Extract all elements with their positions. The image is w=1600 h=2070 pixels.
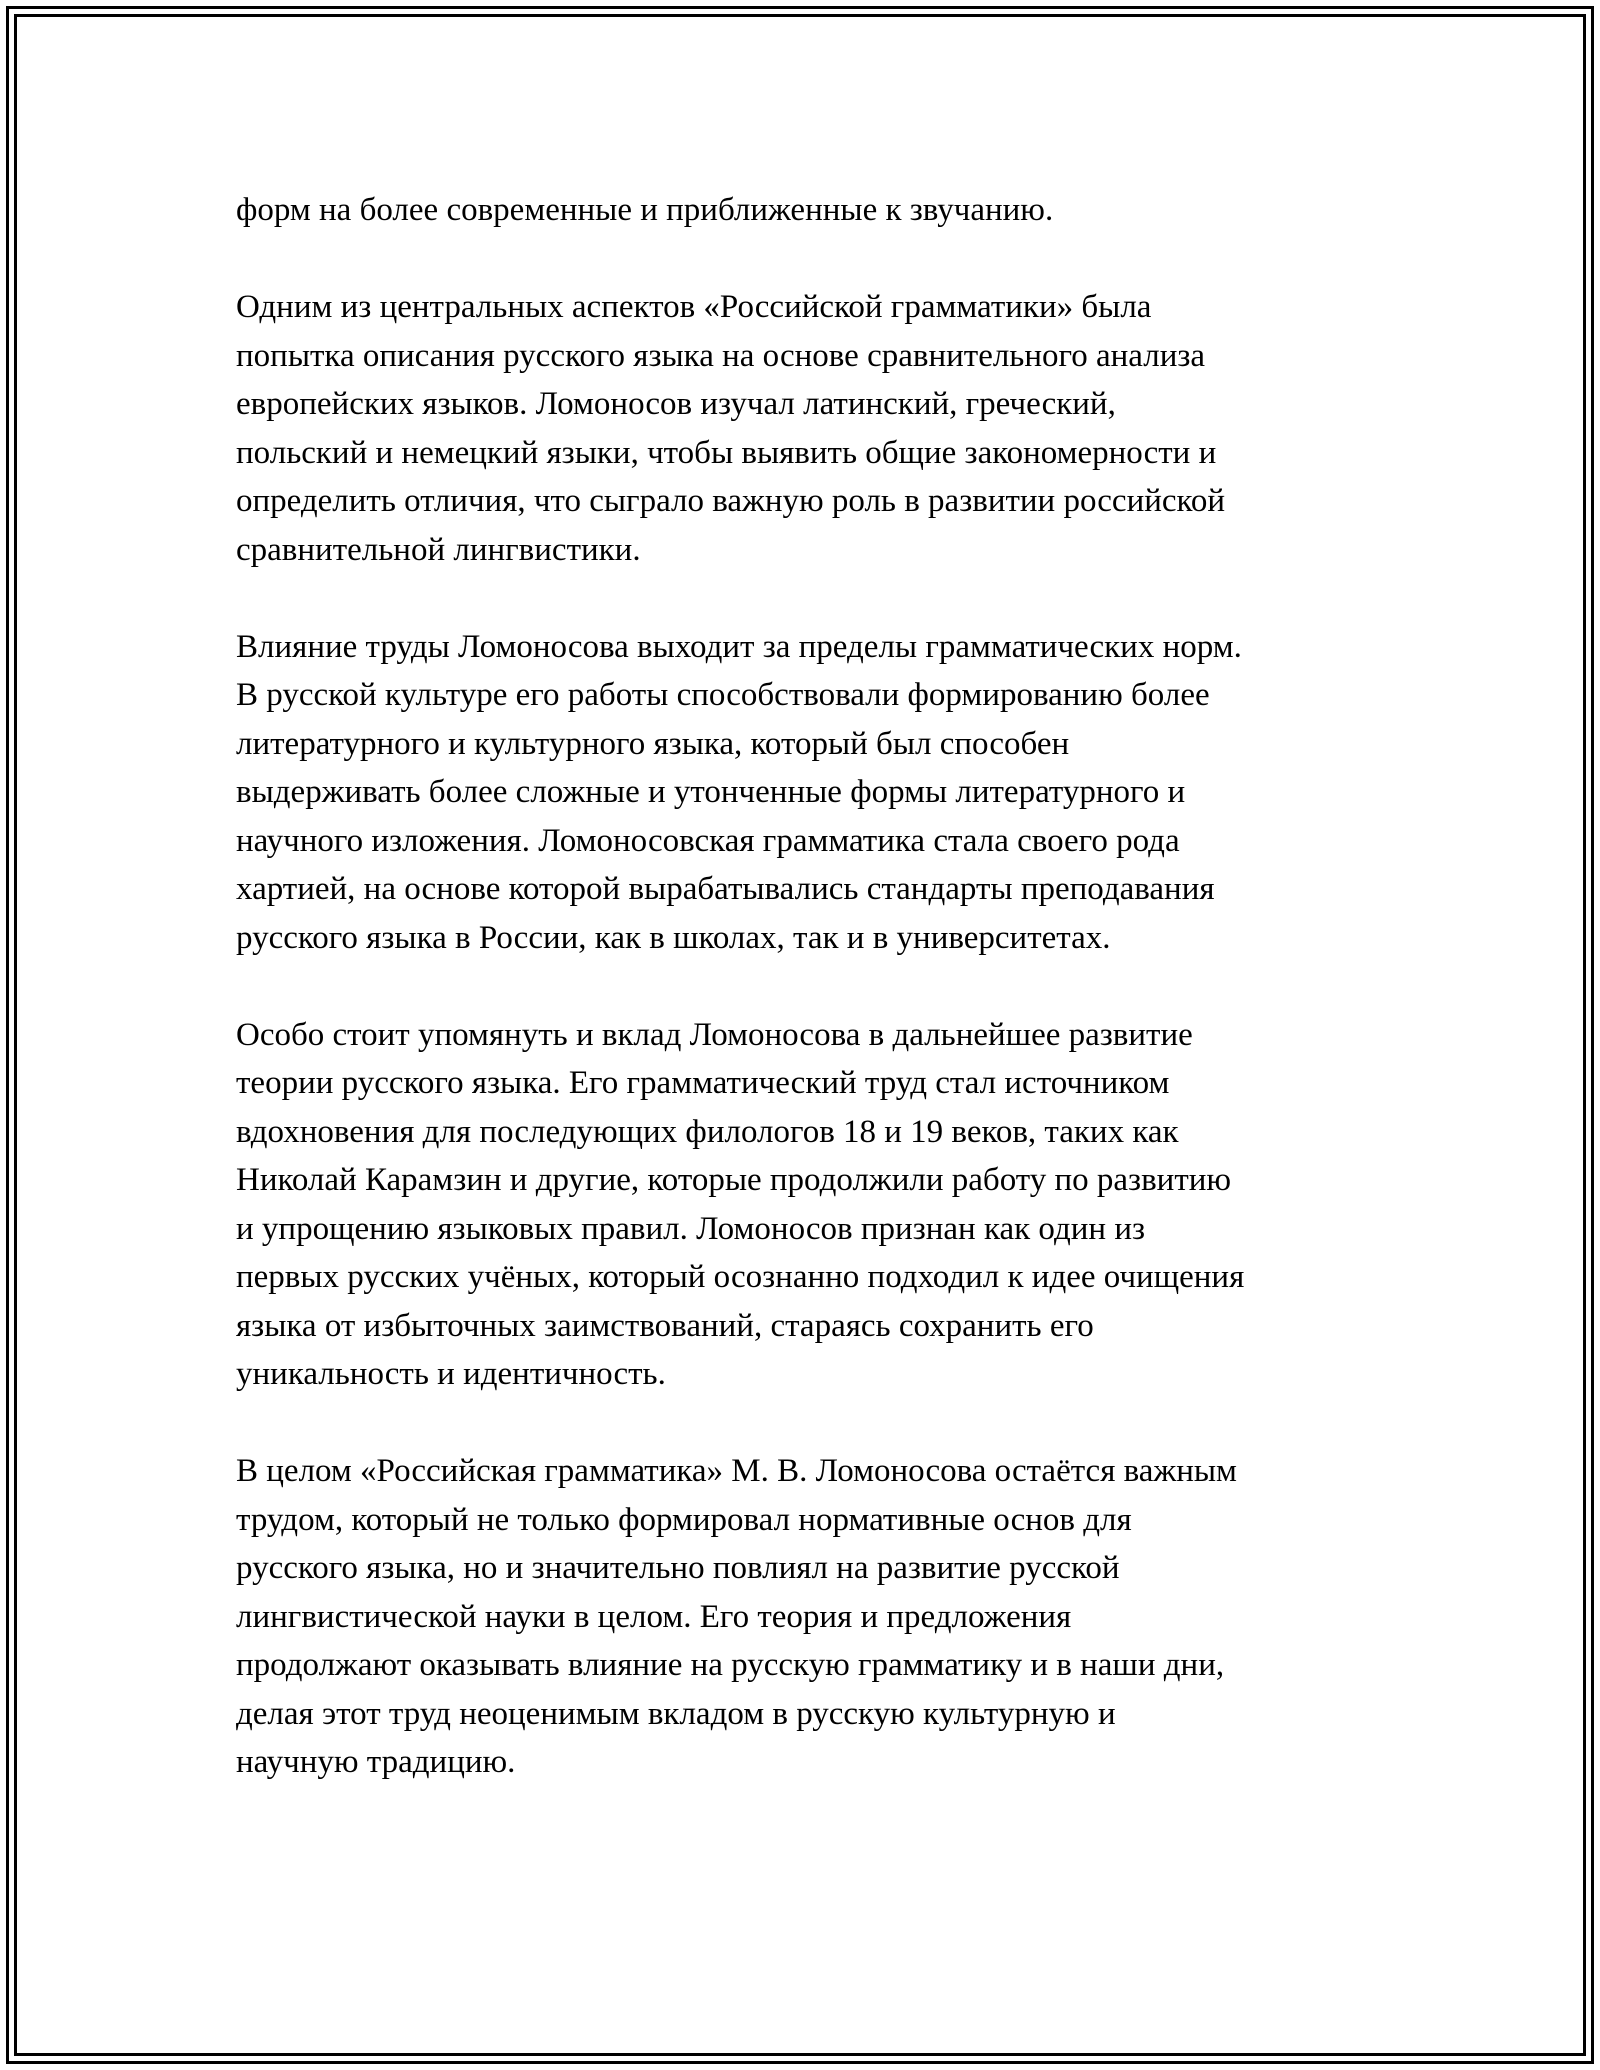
text-line: определить отличия, что сыграло важную роль в развитии российской	[236, 483, 1226, 519]
paragraph-4	[236, 1011, 1396, 1399]
text-line: В русской культуре его работы способствовали формированию более	[236, 677, 1210, 713]
text-line: языка от избыточных заимствований, стараясь сохранить его	[236, 1307, 1094, 1344]
text-line: Влияние труды Ломоносова выходит за пределы грамматических норм.	[236, 628, 1242, 665]
text-line: научную традицию.	[236, 1744, 516, 1780]
text-line: делая этот труд неоценимым вкладом в русскую культурную и	[236, 1695, 1116, 1732]
paragraph-2	[236, 283, 1396, 574]
text-line: Особо стоит упомянуть и вклад Ломоносова в дальнейшее развитие	[236, 1016, 1193, 1053]
text-line: сравнительной лингвистики.	[236, 531, 641, 568]
text-line: Николай Карамзин и другие, которые продолжили работу по развитию	[236, 1162, 1232, 1198]
text-line: первых русских учёных, который осознанно подходил к идее очищения	[236, 1259, 1245, 1295]
text-line: попытка описания русского языка на основе сравнительного анализа	[236, 337, 1206, 374]
text-line: научного изложения. Ломоносовская грамматика стала своего рода	[236, 822, 1180, 859]
text-line: трудом, который не только формировал нормативные основ для	[236, 1501, 1132, 1538]
text-line: теории русского языка. Его грамматический труд стал источником	[236, 1065, 1170, 1101]
paragraph-3	[236, 623, 1396, 963]
document-body	[236, 186, 1396, 1787]
text-line: выдерживать более сложные и утонченные формы литературного и	[236, 774, 1186, 810]
text-line: форм на более современные и приближенные к звучанию.	[236, 192, 1054, 228]
text-line: русского языка, но и значительно повлиял на развитие русской	[236, 1550, 1120, 1586]
text-line: уникальность и идентичность.	[236, 1356, 666, 1392]
paragraph-5	[236, 1447, 1396, 1787]
text-line: Одним из центральных аспектов «Российской грамматики» была	[236, 289, 1152, 325]
text-line: европейских языков. Ломоносов изучал латинский, греческий,	[236, 386, 1116, 422]
text-line: вдохновения для последующих филологов 18 и 19 веков, таких как	[236, 1113, 1179, 1150]
paragraph-1	[236, 186, 1396, 235]
text-line: и упрощению языковых правил. Ломоносов признан как один из	[236, 1210, 1146, 1247]
text-line: хартией, на основе которой вырабатывались стандарты преподавания	[236, 871, 1215, 907]
text-line: польский и немецкий языки, чтобы выявить общие закономерности и	[236, 434, 1217, 471]
text-line: В целом «Российская грамматика» М. В. Ломоносова остаётся важным	[236, 1453, 1237, 1489]
text-line: продолжают оказывать влияние на русскую грамматику и в наши дни,	[236, 1647, 1225, 1683]
text-line: литературного и культурного языка, который был способен	[236, 725, 1070, 762]
text-line: русского языка в России, как в школах, так и в университетах.	[236, 919, 1111, 956]
text-line: лингвистической науки в целом. Его теория и предложения	[236, 1598, 1072, 1635]
